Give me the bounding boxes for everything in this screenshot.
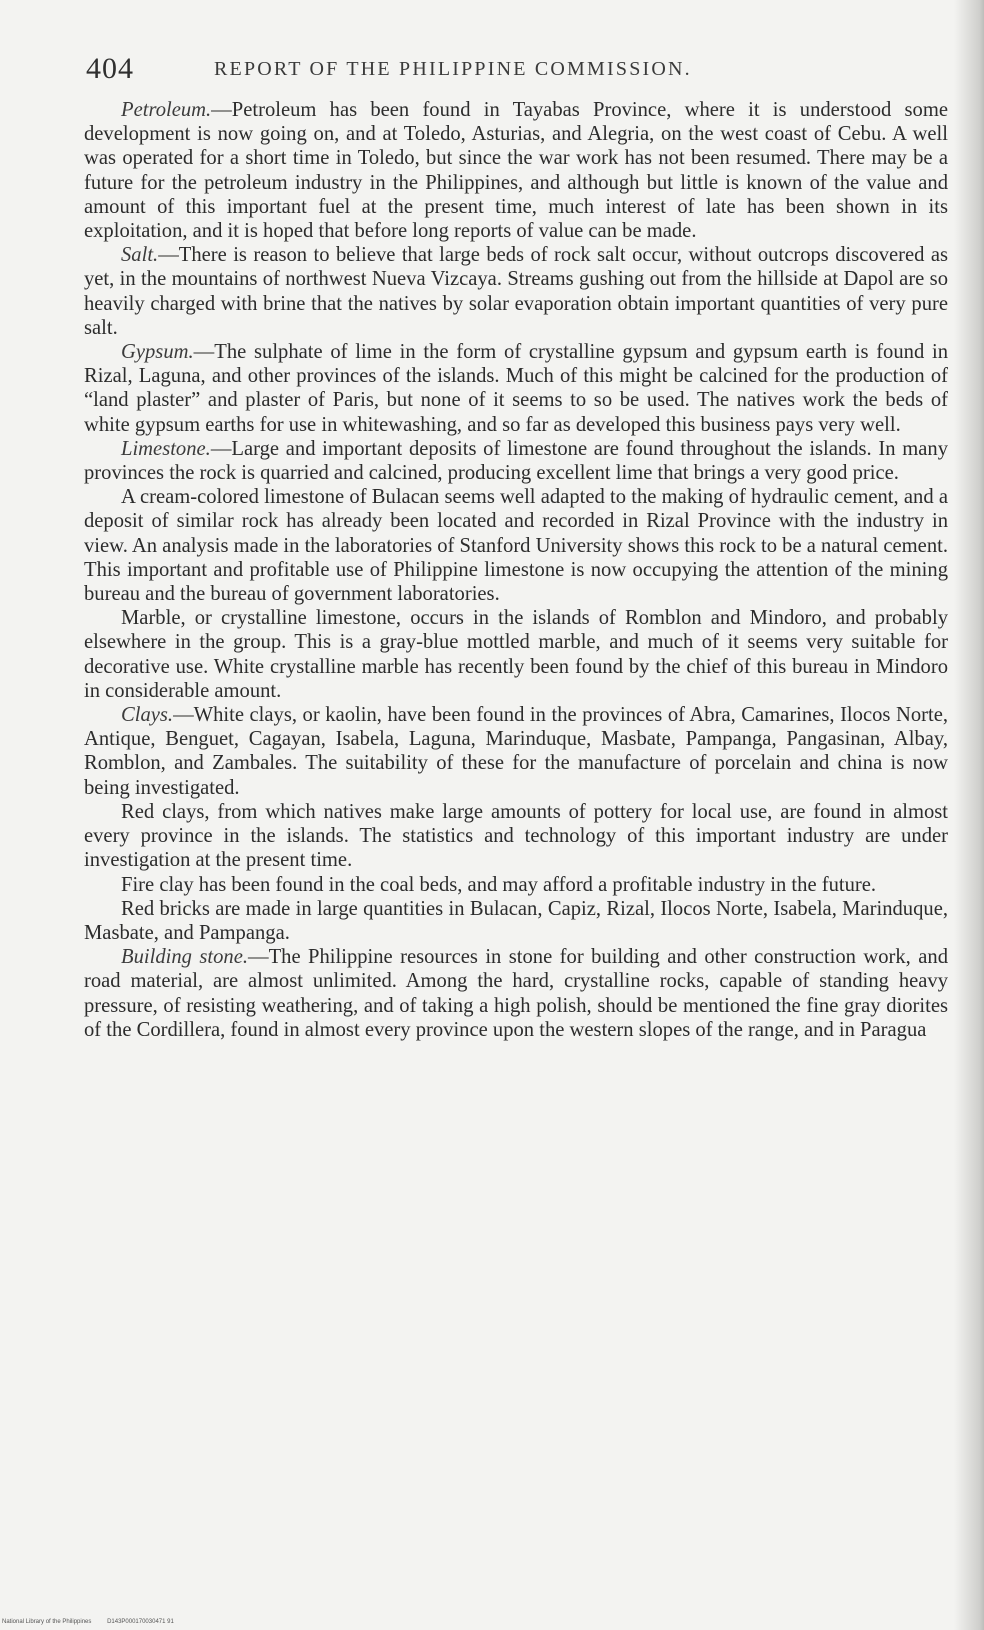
paragraph-clays	[84, 703, 948, 800]
paragraph-text: —There is reason to believe that large beds of rock salt occur, without outcrops discovered as yet, in the mountains of northwest Nueva Vizcaya. Streams gushing out from the hillside at Dapol are so heavily charged with brine that the natives by solar evaporation obtain important quantities of very pure salt.	[84, 244, 948, 339]
paragraph-gypsum	[84, 340, 948, 437]
page-number: 404	[86, 52, 134, 85]
paragraph-fire-clay	[84, 873, 948, 897]
paragraph-red-bricks	[84, 897, 948, 945]
paragraph-text: —The sulphate of lime in the form of crystalline gypsum and gypsum earth is found in Rizal, Laguna, and other provinces of the islands. Much of this might be calcined for the production of “land plaster” and plaster of Paris, but none of it seems to so be used. The natives work the beds of white gypsum earths for use in whitewashing, and so far as developed this business pays very well.	[84, 341, 948, 436]
body-text	[84, 98, 948, 1042]
paragraph-marble	[84, 606, 948, 703]
paragraph-limestone	[84, 437, 948, 485]
barcode-id: D143P000170030471 91	[107, 1619, 174, 1625]
paragraph-cement	[84, 485, 948, 606]
section-heading: Petroleum.	[121, 99, 212, 121]
section-heading: Building stone.	[121, 946, 248, 969]
paragraph-text: —White clays, or kaolin, have been found in the provinces of Abra, Camarines, Ilocos Norte, Antique, Benguet, Cagayan, Isabela, Laguna, Marinduque, Masbate, Pampanga, Pangasinan, Albay, Romblon, and Zambales. The suitability of these for the manufacture of porcelain and china is now being investigated.	[84, 704, 948, 799]
paragraph-text: Red bricks are made in large quantities in Bulacan, Capiz, Rizal, Ilocos Norte, Isabela, Marinduque, Masbate, and Pampanga.	[84, 897, 948, 944]
paragraph-red-clays	[84, 800, 948, 873]
paragraph-petroleum	[84, 98, 948, 243]
section-heading: Limestone.	[121, 437, 211, 460]
section-heading: Gypsum.	[121, 341, 194, 364]
scan-shadow	[954, 0, 984, 1630]
paragraph-building-stone	[84, 945, 948, 1042]
paragraph-salt	[84, 243, 948, 340]
library-credit: National Library of the Philippines	[2, 1619, 92, 1625]
paragraph-text: —Petroleum has been found in Tayabas Province, where it is understood some development is now going on, and at Toledo, Asturias, and Alegria, on the west coast of Cebu. A well was operated for a short time in Toledo, but since the war work has not been resumed. There may be a future for the petroleum industry in the Philippines, and although but little is known of the value and amount of this important fuel at the present time, much interest of late has been shown in its exploitation, and it is hoped that before long reports of value can be made.	[84, 99, 948, 243]
paragraph-text: —Large and important deposits of limestone are found throughout the islands. In many provinces the rock is quarried and calcined, producing excellent lime that brings a very good price.	[84, 437, 948, 485]
scan-footer	[2, 1619, 188, 1625]
paragraph-text: Fire clay has been found in the coal beds, and may afford a profitable industry in the future.	[121, 873, 877, 896]
section-heading: Clays.	[121, 704, 174, 727]
paragraph-text: Red clays, from which natives make large amounts of pottery for local use, are found in almost every province in the islands. The statistics and technology of this important industry are under investigation at the present time.	[84, 800, 948, 872]
section-heading: Salt.	[121, 244, 159, 267]
paragraph-text: A cream-colored limestone of Bulacan seems well adapted to the making of hydraulic cement, and a deposit of similar rock has already been located and recorded in Rizal Province with the industry in view. An analysis made in the laboratories of Stanford University shows this rock to be a natural cement. This important and profitable use of Philippine limestone is now occupying the attention of the mining bureau and the bureau of government laboratories.	[84, 486, 948, 606]
paragraph-text: Marble, or crystalline limestone, occurs in the islands of Romblon and Mindoro, and probably elsewhere in the group. This is a gray-blue mottled marble, and much of it seems very suitable for decorative use. White crystalline marble has recently been found by the chief of this bureau in Mindoro in considerable amount.	[84, 607, 948, 702]
page-header	[86, 52, 946, 92]
running-head: REPORT OF THE PHILIPPINE COMMISSION.	[214, 58, 692, 80]
paragraph-text: —The Philippine resources in stone for building and other construction work, and road material, are almost unlimited. Among the hard, crystalline rocks, capable of standing heavy pressure, of resisting weathering, and of taking a high polish, should be mentioned the fine gray diorites of the Cordillera, found in almost every province upon the western slopes of the range, and in Paragua	[84, 946, 948, 1041]
